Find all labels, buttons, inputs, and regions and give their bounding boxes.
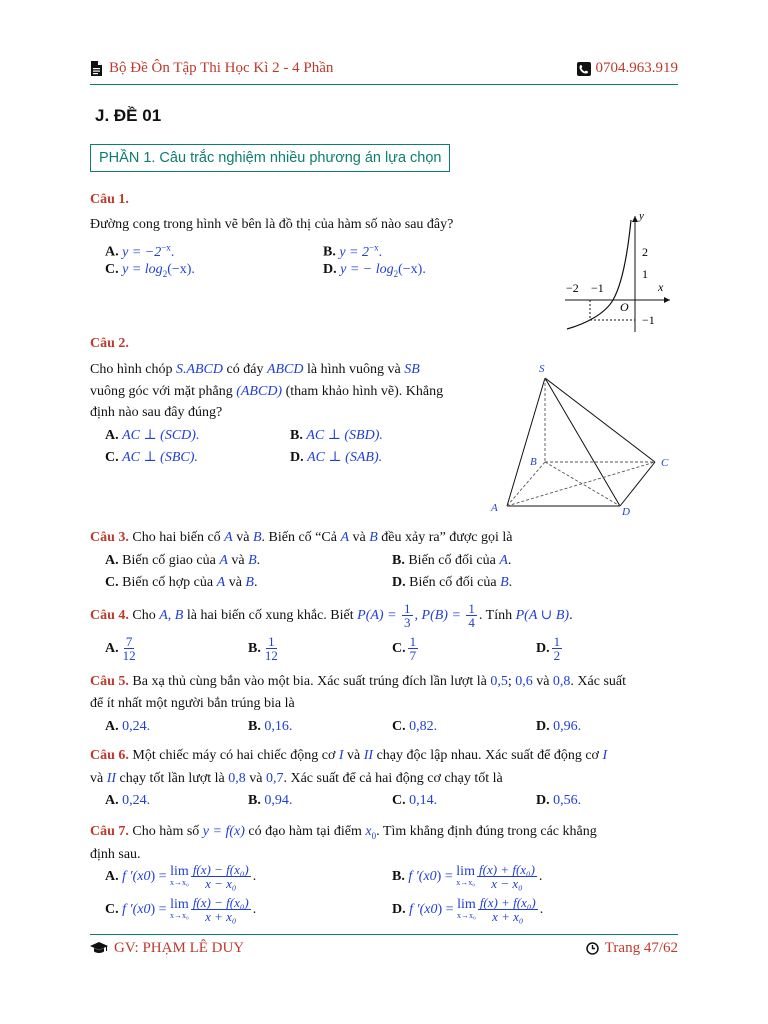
q7-option-d: D. f ′(x0) = lim x→x₀ $\frac{\text{f(x) + f(x₀)}}{\text{x + x₀}}$ . [392,895,544,925]
q5-option-d: D. 0,96. [536,719,582,734]
q3-text: Câu 3. Cho hai biến cố A và B. Biến cố “Cả A và B đều xảy ra” được gọi là [90,530,513,545]
q5-option-b: B. 0,16. [248,719,293,734]
q1-option-b: B. $y = 2^{-x}$. [323,242,383,260]
edge-SD [545,378,620,506]
q2-line-1: Cho hình chóp S.ABCD có đáy ABCD là hình vuông và SB [90,362,420,377]
q7-line-1: Câu 7. Cho hàm số y = f(x) có đạo hàm tại điểm $x_0$. Tìm khẳng định đúng trong các khẳng [90,824,597,841]
q2-option-d: D. AC ⊥ (SAB). [290,450,383,465]
vertex-D: D [622,506,630,518]
q3-option-b: B. Biến cố đối của A. [392,553,512,568]
q2-line-2: vuông góc với mặt phẳng (ABCD) (tham khảo hình vẽ). Khẳng [90,384,444,399]
q5-option-c: C. 0,82. [392,719,438,734]
footer-left [90,940,244,957]
tick-1: 1 [642,267,648,281]
diagonal-AC [507,462,655,506]
part-title: PHẦN 1. Câu trắc nghiệm nhiều phương án lựa chọn [90,144,450,172]
vertex-S: S [539,363,545,375]
q2-label: Câu 2. [90,336,129,351]
tick-2: 2 [642,245,648,259]
q4-frac-pb: $\frac{1}{4}$ [468,601,475,631]
tick-x-minus-1: −1 [591,281,604,295]
tick-x-minus-2: −2 [566,281,579,295]
q1-option-d: D. y = − $\log_2(-x)$. [323,262,426,279]
q6-option-d: D. 0,56. [536,793,582,808]
q4-frac-pa: $\frac{1}{3}$ [404,601,411,631]
q7-option-c: C. f ′(x0) = lim x→x₀ $\frac{\text{f(x) − f(x₀)}}{\text{x + x₀}}$ . [105,895,257,925]
graduation-cap-icon [90,942,108,955]
header-phone: 0704.963.919 [595,60,678,76]
header-left [90,60,333,77]
q6-option-a: A. 0,24. [105,793,151,808]
x-axis-label: x [658,280,664,294]
header-title: Bộ Đề Ôn Tập Thi Học Kì 2 - 4 Phần [109,60,334,76]
q6-line-2: và II chạy tốt lần lượt là 0,8 và 0,7. Xác suất để cả hai động cơ chạy tốt là [90,771,503,786]
edge-SC [545,378,655,462]
x-axis-arrow [664,297,670,303]
q7-option-a: A. f ′(x0) = lim x→x₀ $\frac{\text{f(x) − f(x₀)}}{\text{x − x₀}}$ . [105,862,257,892]
q1-graph [555,210,675,335]
footer-divider [90,934,678,935]
y-axis-label: y [639,210,644,222]
q1-option-c: C. $y = \log_2(-x)$. [105,262,195,279]
q4-option-c: C. $\frac{1}{7}$ [392,634,417,664]
section-title: J. ĐỀ 01 [95,106,162,125]
q6-option-b: B. 0,94. [248,793,293,808]
edge-AB [507,462,545,506]
q5-line-1: Câu 5. Ba xạ thủ cùng bắn vào một bia. Xác suất trúng đích lần lượt là 0,5; 0,6 và 0,8. Xác suất [90,674,627,689]
q7-option-b: B. f ′(x0) = lim x→x₀ $\frac{\text{f(x) + f(x₀)}}{\text{x − x₀}}$ . [392,862,543,892]
q1-label: Câu 1. [90,192,129,207]
q4-option-a: A. $\frac{7}{12}$ [105,634,136,664]
q2-option-c: C. AC ⊥ (SBC). [105,450,198,465]
y-axis-arrow [632,216,638,222]
footer-teacher: GV: PHẠM LÊ DUY [114,940,245,956]
q4-text: Câu 4. Cho A, B là hai biến cố xung khắc. Biết P(A) = $\frac{1}{3}$ , P(B) = $\frac{1}{4}$ . Tính P(A ∪ B). [90,601,573,631]
q5-line-2: để ít nhất một người bắn trúng bia là [90,696,295,711]
edge-DC [620,462,655,506]
q3-option-d: D. Biến cố đối của B. [392,575,513,590]
vertex-B: B [530,456,537,468]
q6-line-1: Câu 6. Một chiếc máy có hai chiếc động cơ I và II chạy độc lập nhau. Xác suất để động cơ I [90,748,608,763]
q2-option-a: A. AC ⊥ (SCD). [105,428,200,443]
page-footer [90,940,678,962]
tick-minus-1: −1 [642,313,655,327]
diagonal-BD [545,462,620,506]
q4-option-d: D. $\frac{1}{2}$ [536,634,561,664]
clock-icon [586,942,599,955]
origin-label: O [620,300,629,314]
footer-right [586,940,678,957]
header-right [577,60,679,77]
footer-page: Trang 47/62 [604,940,678,956]
header-divider [90,84,678,85]
document-icon [90,61,103,76]
phone-icon [577,62,591,76]
q6-option-c: C. 0,14. [392,793,438,808]
q5-option-a: A. 0,24. [105,719,151,734]
q7-line-2: định sau. [90,847,141,862]
q1-option-a: A. $y = -2^{-x}$. [105,242,175,260]
page-header [90,60,678,82]
q1-text: Đường cong trong hình vẽ bên là đồ thị của hàm số nào sau đây? [90,217,454,232]
q2-option-b: B. AC ⊥ (SBD). [290,428,383,443]
vertex-C: C [661,457,669,469]
vertex-A: A [491,502,498,514]
q4-option-b: B. $\frac{1}{12}$ [248,634,278,664]
q2-line-3: định nào sau đây đúng? [90,405,223,420]
q2-pyramid-figure [485,358,680,523]
q3-option-c: C. Biến cố hợp của A và B. [105,575,258,590]
q3-option-a: A. Biến cố giao của A và B. [105,553,261,568]
edge-SA [507,378,545,506]
